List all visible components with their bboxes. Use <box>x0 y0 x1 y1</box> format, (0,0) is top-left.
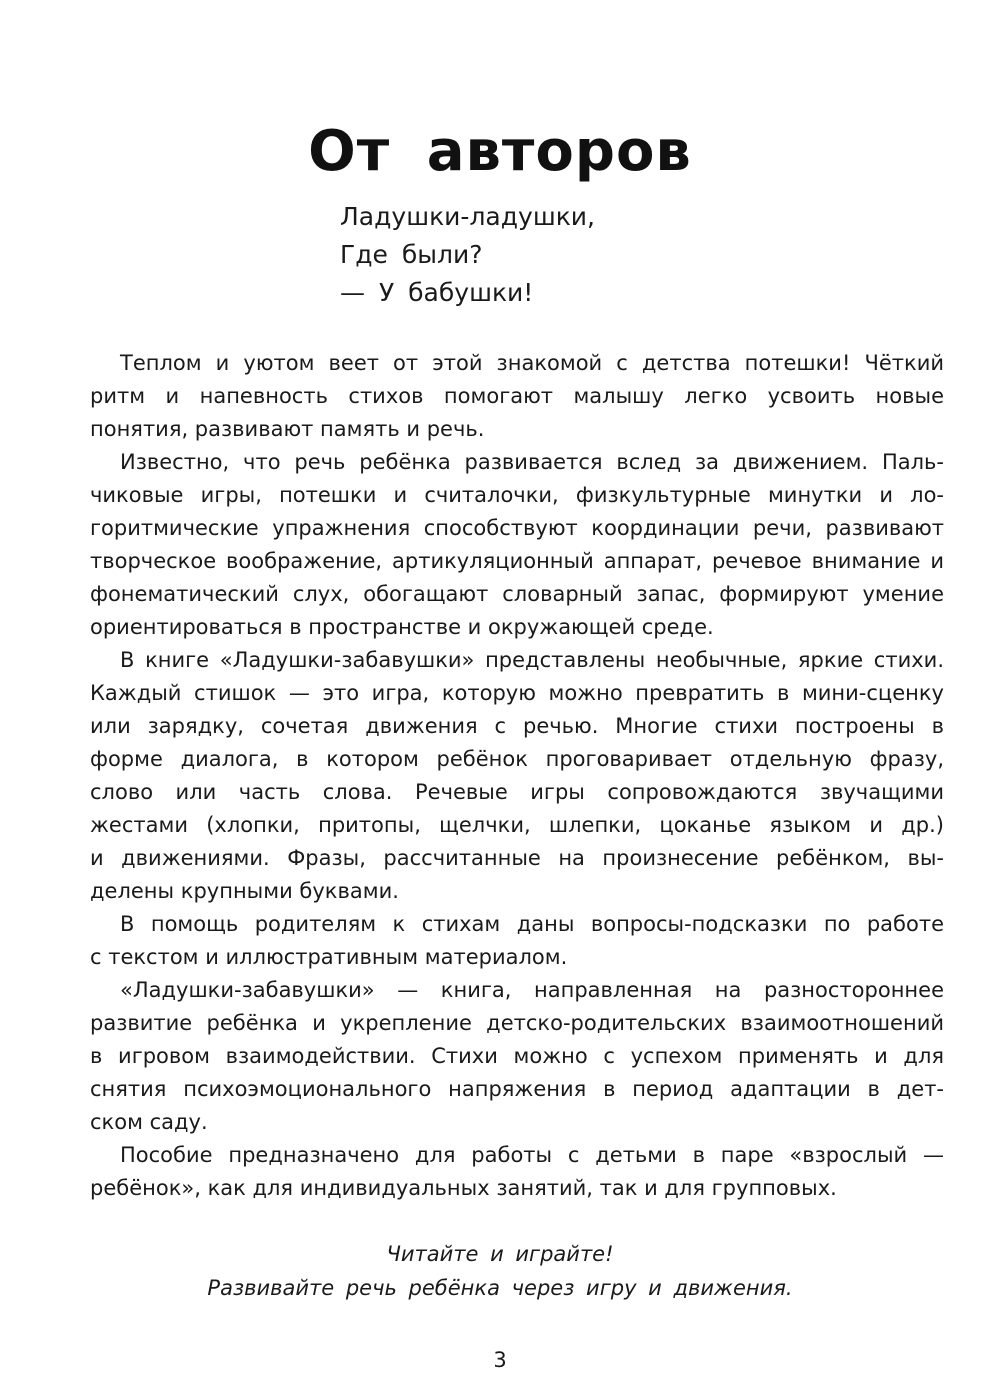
paragraph-2 <box>60 446 944 644</box>
text-line: горитмические упражнения способствуют координации речи, развивают <box>90 516 944 540</box>
text-line: Известно, что речь ребёнка развивается вслед за движением. Паль- <box>120 450 944 474</box>
page-number: 3 <box>493 1348 507 1372</box>
text-line: «Ладушки-забавушки» — книга, направленная на разностороннее <box>120 978 944 1002</box>
page-title: От авторов <box>308 118 692 184</box>
text-line: делены крупными буквами. <box>90 879 399 903</box>
text-line: В помощь родителям к стихам даны вопросы-подсказки по работе <box>120 912 944 936</box>
closing-line: Развивайте речь ребёнка через игру и движения. <box>207 1276 793 1300</box>
paragraph-1 <box>60 347 944 446</box>
closing-message <box>0 1237 1000 1305</box>
body-text <box>60 347 944 1205</box>
text-line: форме диалога, в котором ребёнок проговаривает отдельную фразу, <box>90 747 944 771</box>
poem-line: Ладушки-ладушки, <box>340 202 595 231</box>
text-line: понятия, развивают память и речь. <box>90 417 485 441</box>
text-line: ском саду. <box>90 1110 208 1134</box>
closing-line: Читайте и играйте! <box>386 1242 614 1266</box>
paragraph-5 <box>60 974 944 1139</box>
epigraph-poem <box>340 198 595 312</box>
text-line: Каждый стишок — это игра, которую можно превратить в мини-сценку <box>90 681 944 705</box>
text-line: Пособие предназначено для работы с детьми в паре «взрослый — <box>120 1143 944 1167</box>
text-line: слово или часть слова. Речевые игры сопровождаются звучащими <box>90 780 944 804</box>
text-line: ребёнок», как для индивидуальных занятий, так и для групповых. <box>90 1176 837 1200</box>
text-line: Теплом и уютом веет от этой знакомой с детства потешки! Чёткий <box>120 351 944 375</box>
text-line: фонематический слух, обогащают словарный запас, формируют умение <box>90 582 944 606</box>
text-line: или зарядку, сочетая движения с речью. Многие стихи построены в <box>90 714 944 738</box>
text-line: ориентироваться в пространстве и окружающей среде. <box>90 615 714 639</box>
paragraph-6 <box>60 1139 944 1205</box>
text-line: снятия психоэмоционального напряжения в период адаптации в дет- <box>90 1077 944 1101</box>
text-line: с текстом и иллюстративным материалом. <box>90 945 568 969</box>
text-line: развитие ребёнка и укрепление детско-родительских взаимоотношений <box>90 1011 944 1035</box>
text-line: в игровом взаимодействии. Стихи можно с успехом применять и для <box>90 1044 944 1068</box>
text-line: чиковые игры, потешки и считалочки, физкультурные минутки и ло- <box>90 483 944 507</box>
text-line: жестами (хлопки, притопы, щелчки, шлепки, цоканье языком и др.) <box>90 813 944 837</box>
poem-line: — У бабушки! <box>340 278 534 307</box>
poem-line: Где были? <box>340 240 483 269</box>
text-line: В книге «Ладушки-забавушки» представлены необычные, яркие стихи. <box>120 648 944 672</box>
text-line: творческое воображение, артикуляционный аппарат, речевое внимание и <box>90 549 944 573</box>
paragraph-4 <box>60 908 944 974</box>
paragraph-3 <box>60 644 944 908</box>
text-line: ритм и напевность стихов помогают малышу легко усвоить новые <box>90 384 944 408</box>
text-line: и движениями. Фразы, рассчитанные на произнесение ребёнком, вы- <box>90 846 944 870</box>
